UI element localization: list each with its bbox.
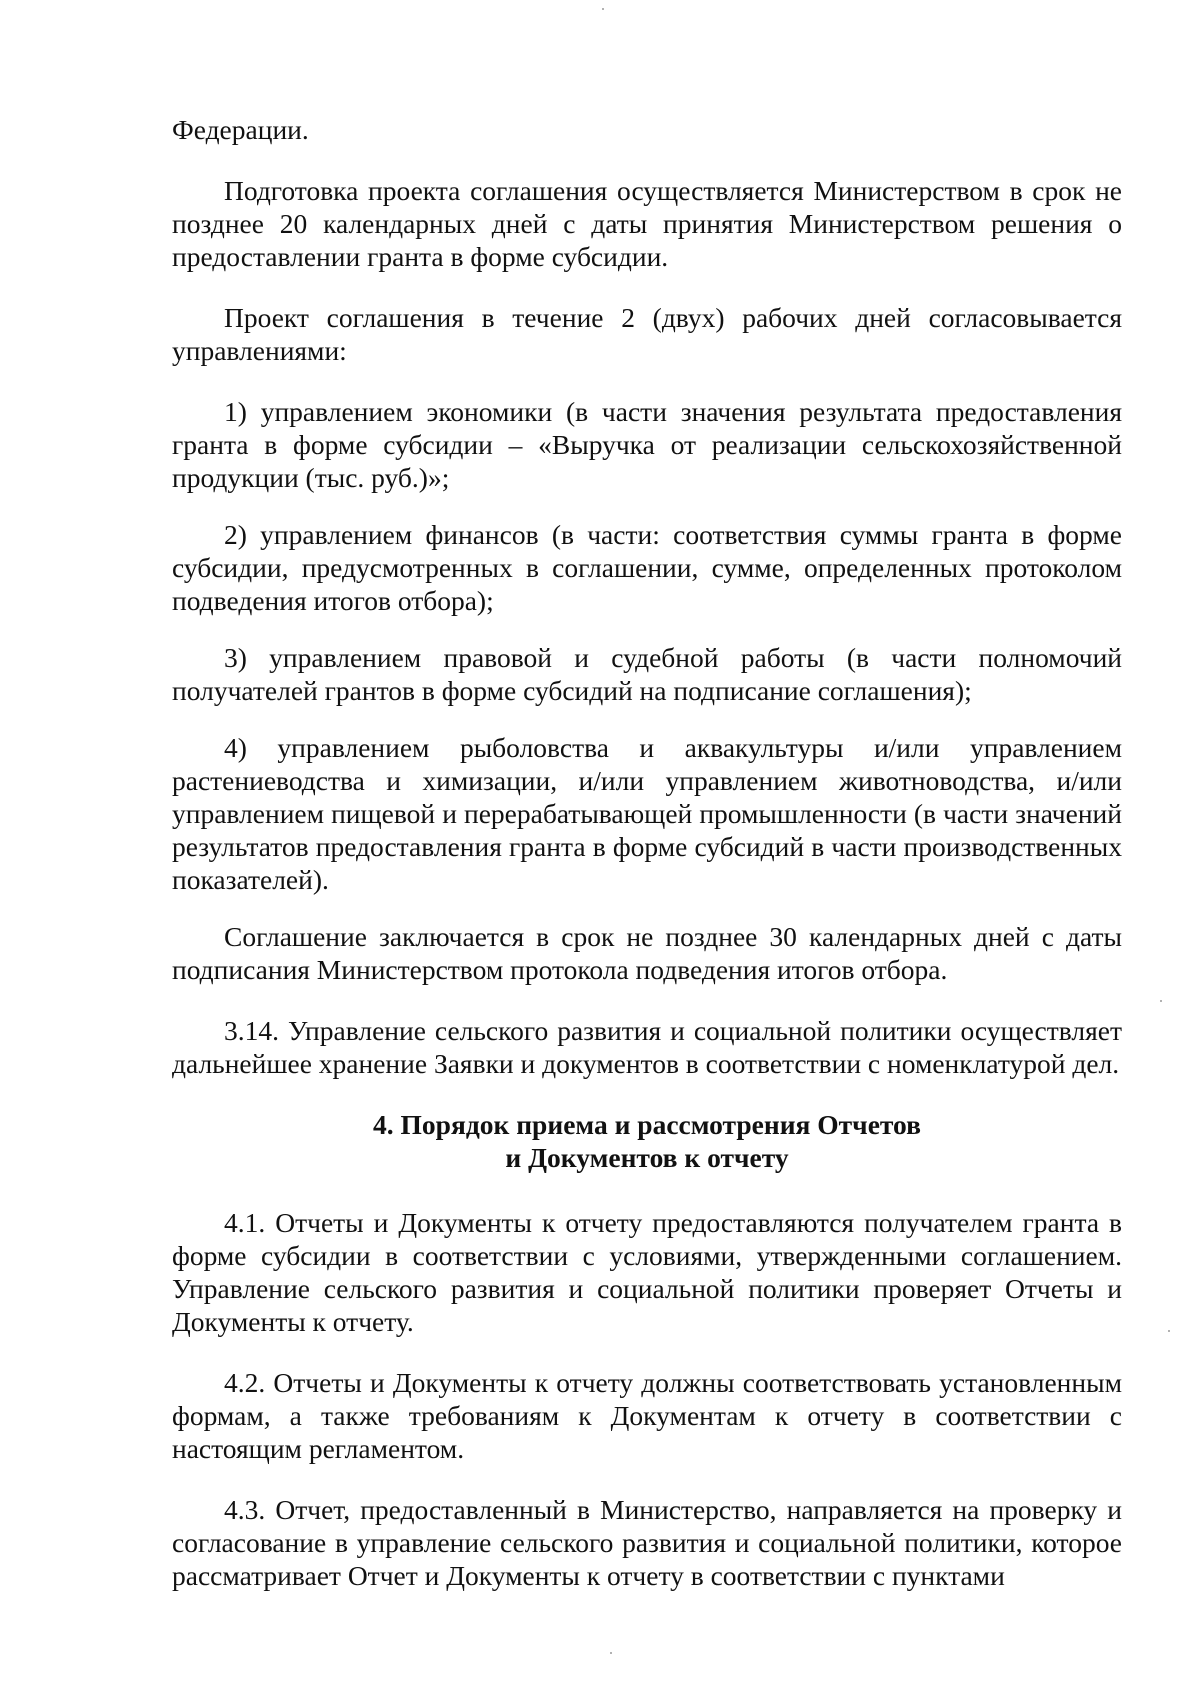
scan-speck xyxy=(602,8,604,10)
section-4-heading-line2: и Документов к отчету xyxy=(505,1142,789,1173)
list-item-legal: 3) управлением правовой и судебной работы (в части полномочий получателей грантов в форме субсидий на подписание соглашения); xyxy=(172,642,1122,706)
paragraph-agreement-drafting: Подготовка проекта соглашения осуществляется Министерством в срок не позднее 20 календарных дней с даты принятия Министерством решения о предоставлении гранта в форме субсидии. xyxy=(172,175,1122,272)
scan-speck xyxy=(610,1652,612,1654)
list-item-finance: 2) управлением финансов (в части: соответствия суммы гранта в форме субсидии, предусмотренных в соглашении, сумме, определенных протоколом подведения итогов отбора); xyxy=(172,519,1122,616)
paragraph-agreement-deadline: Соглашение заключается в срок не позднее 30 календарных дней с даты подписания Министерством протокола подведения итогов отбора. xyxy=(172,921,1122,985)
list-item-industry: 4) управлением рыболовства и аквакультуры и/или управлением растениеводства и химизации, и/или управлением животноводства, и/или управлением пищевой и перерабатывающей промышленности (в части значений результатов предоставления гранта в форме субсидий в части производственных показателей). xyxy=(172,732,1122,895)
paragraph-agreement-approval: Проект соглашения в течение 2 (двух) рабочих дней согласовывается управлениями: xyxy=(172,302,1122,366)
paragraph-4-1: 4.1. Отчеты и Документы к отчету предоставляются получателем гранта в форме субсидии в соответствии с условиями, утвержденными соглашением. Управление сельского развития и социальной политики проверяет Отчеты и Документы к отчету. xyxy=(172,1207,1122,1337)
paragraph-4-2: 4.2. Отчеты и Документы к отчету должны соответствовать установленным формам, а также требованиям к Документам к отчету в соответствии с настоящим регламентом. xyxy=(172,1367,1122,1464)
section-4-heading-line1: 4. Порядок приема и рассмотрения Отчетов xyxy=(373,1109,921,1140)
section-4-heading xyxy=(172,1108,1122,1174)
paragraph-4-3: 4.3. Отчет, предоставленный в Министерство, направляется на проверку и согласование в управление сельского развития и социальной политики, которое рассматривает Отчет и Документы к отчету в соответствии с пунктами xyxy=(172,1494,1122,1591)
paragraph-3-14: 3.14. Управление сельского развития и социальной политики осуществляет дальнейшее хранение Заявки и документов в соответствии с номенклатурой дел. xyxy=(172,1015,1122,1079)
continuation-text: Федерации. xyxy=(172,114,309,145)
list-item-economics: 1) управлением экономики (в части значения результата предоставления гранта в форме субсидии – «Выручка от реализации сельскохозяйственной продукции (тыс. руб.)»; xyxy=(172,396,1122,493)
scan-speck xyxy=(1160,1000,1162,1002)
document-body xyxy=(172,113,1122,1620)
scan-speck xyxy=(1168,1330,1170,1332)
